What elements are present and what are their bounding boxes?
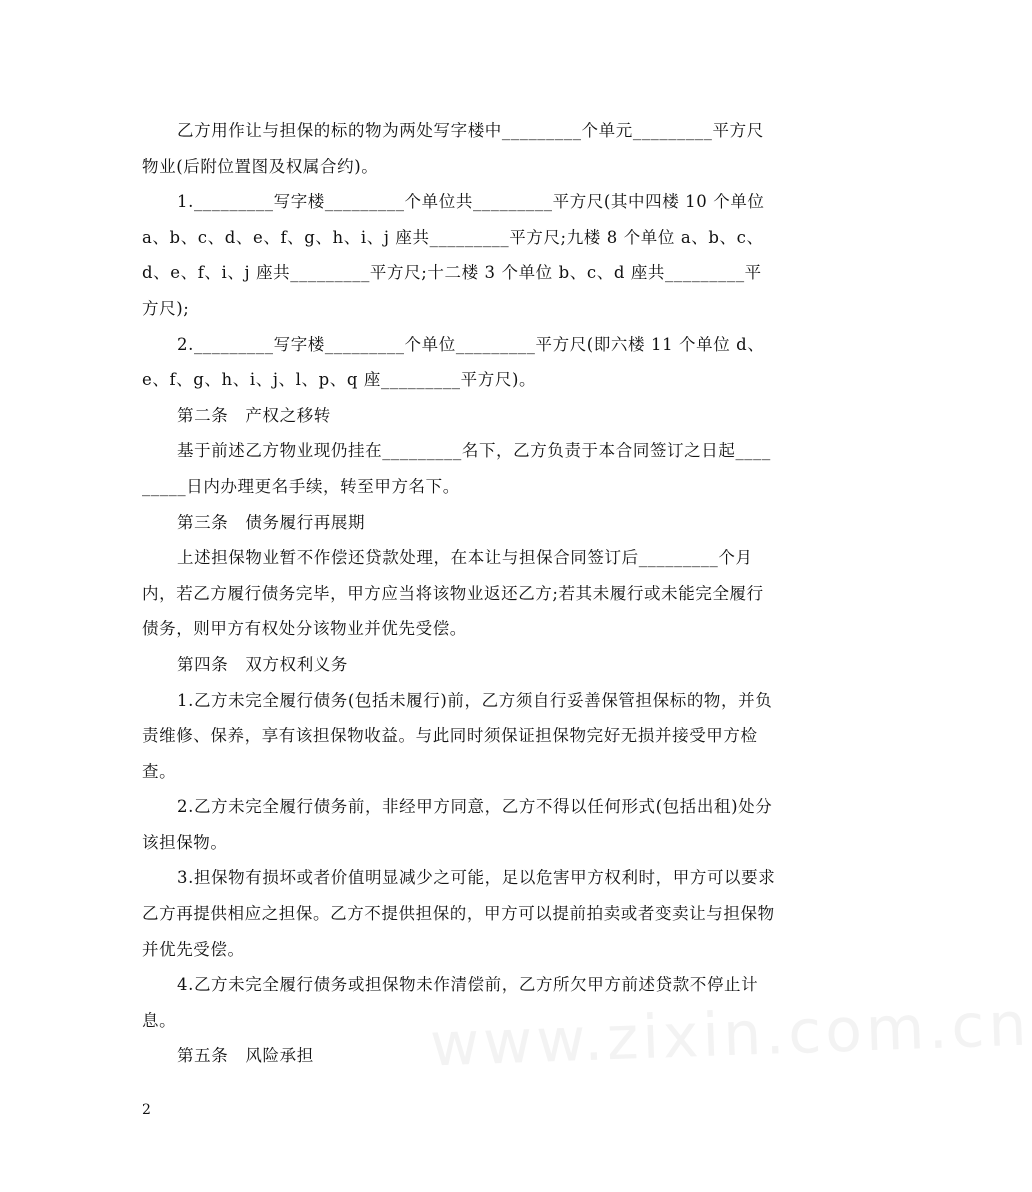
article-4-heading: 第四条 双方权利义务 — [177, 654, 348, 674]
article-4-clause-3: 3.担保物有损坏或者价值明显减少之可能，足以危害甲方权利时，甲方可以要求乙方再提供相应之担保。乙方不提供担保的，甲方可以提前拍卖或者变卖让与担保物并优先受偿。 — [142, 868, 776, 959]
article-3-heading: 第三条 债务履行再展期 — [177, 512, 366, 532]
article-5-heading: 第五条 风险承担 — [177, 1046, 314, 1066]
paragraph-item-1: 1._________写字楼_________个单位共_________平方尺(其中四楼 10 个单位 a、b、c、d、e、f、g、h、i、j 座共_________平方尺;九楼 8 个单位 a、b、c、d、e、f、i、j 座共_________平方尺;十二楼 3 个单位 b、c、d 座共_________平方尺); — [142, 192, 765, 318]
paragraph-subject-matter: 乙方用作让与担保的标的物为两处写字楼中_________个单元_________平方尺物业(后附位置图及权属合约)。 — [142, 121, 764, 176]
document-body — [142, 113, 778, 1074]
article-2-body: 基于前述乙方物业现仍挂在_________名下，乙方负责于本合同签订之日起_________日内办理更名手续，转至甲方名下。 — [142, 441, 771, 496]
page-number: 2 — [142, 1102, 151, 1118]
article-3-body: 上述担保物业暂不作偿还贷款处理，在本让与担保合同签订后_________个月内，若乙方履行债务完毕，甲方应当将该物业返还乙方;若其未履行或未能完全履行债务，则甲方有权处分该物业并优先受偿。 — [142, 548, 764, 639]
paragraph-item-2: 2._________写字楼_________个单位_________平方尺(即六楼 11 个单位 d、e、f、g、h、i、j、l、p、q 座_________平方尺)。 — [142, 334, 765, 390]
article-4-clause-1: 1.乙方未完全履行债务(包括未履行)前，乙方须自行妥善保管担保标的物，并负责维修、保养，享有该担保物收益。与此同时须保证担保物完好无损并接受甲方检查。 — [142, 690, 773, 781]
article-4-clause-2: 2.乙方未完全履行债务前，非经甲方同意，乙方不得以任何形式(包括出租)处分该担保物。 — [142, 797, 773, 852]
article-2-heading: 第二条 产权之移转 — [177, 405, 331, 425]
article-4-clause-4: 4.乙方未完全履行债务或担保物未作清偿前，乙方所欠甲方前述贷款不停止计息。 — [142, 975, 759, 1030]
watermark: www.zixin.com.cn — [428, 989, 1032, 1081]
